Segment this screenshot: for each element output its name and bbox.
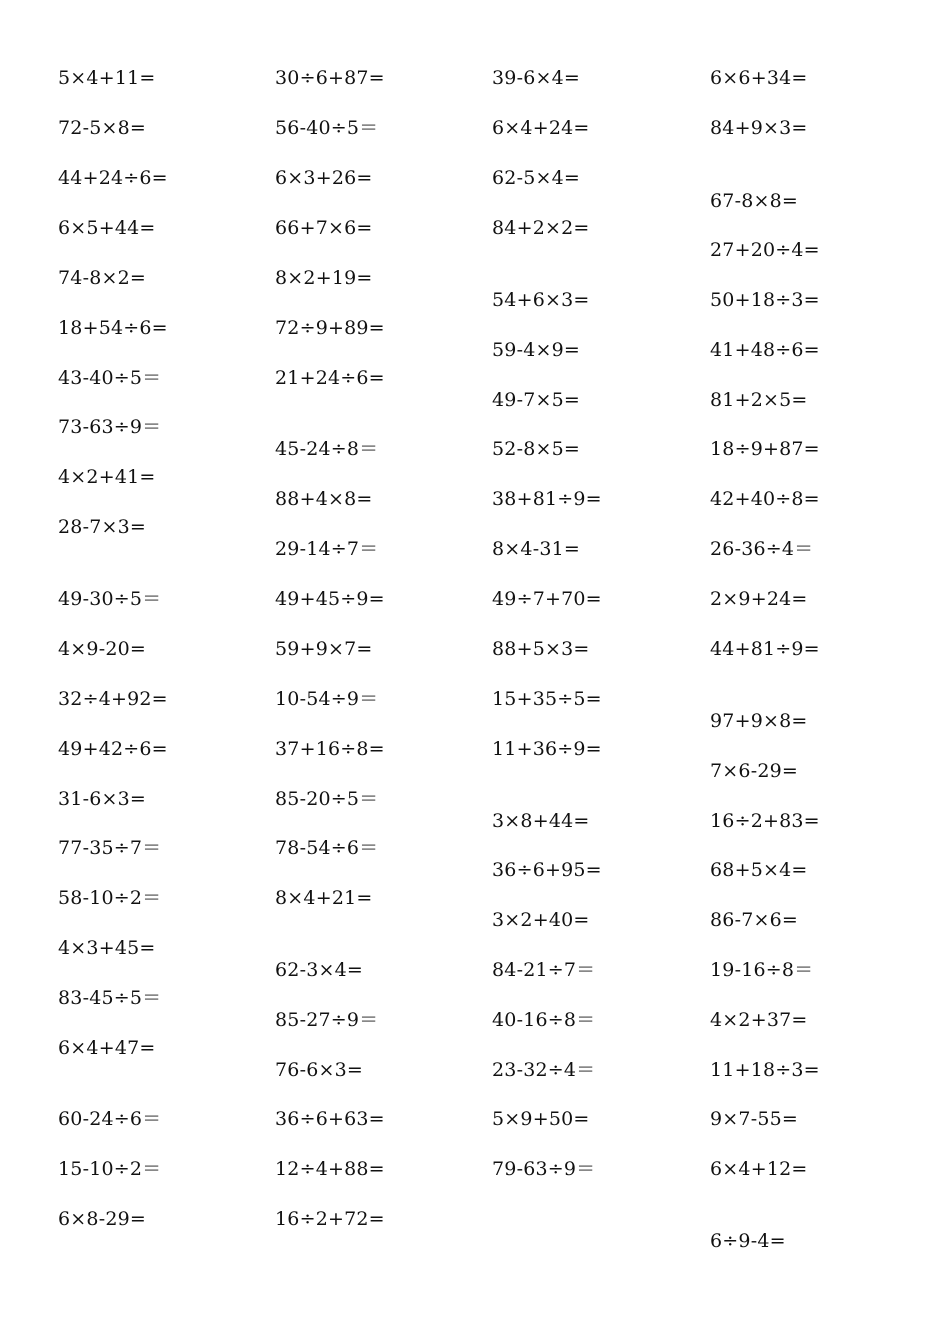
math-problem: 31-6×3= bbox=[58, 788, 147, 810]
math-problem: 39-6×4= bbox=[492, 67, 581, 89]
math-problem: 42+40÷8= bbox=[710, 488, 820, 510]
math-problem: 38+81÷9= bbox=[492, 488, 602, 510]
math-problem: 52-8×5= bbox=[492, 438, 581, 460]
math-problem: 11+18÷3= bbox=[710, 1059, 820, 1081]
math-problem: 6÷9-4= bbox=[710, 1230, 786, 1252]
math-problem: 6×4+47= bbox=[58, 1037, 156, 1059]
math-problem: 72÷9+89= bbox=[275, 317, 385, 339]
math-problem: 15+35÷5= bbox=[492, 688, 602, 710]
math-problem: 27+20÷4= bbox=[710, 239, 820, 261]
math-problem: 76-6×3= bbox=[275, 1059, 364, 1081]
math-problem: 62-3×4= bbox=[275, 959, 364, 981]
math-problem: 29-14÷7＝ bbox=[275, 538, 379, 560]
problem-column-1 bbox=[58, 0, 268, 1344]
math-problem: 21+24÷6= bbox=[275, 367, 385, 389]
math-problem: 30÷6+87= bbox=[275, 67, 385, 89]
math-problem: 74-8×2= bbox=[58, 267, 147, 289]
math-problem: 28-7×3= bbox=[58, 516, 147, 538]
math-problem: 43-40÷5＝ bbox=[58, 367, 162, 389]
math-problem: 16÷2+72= bbox=[275, 1208, 385, 1230]
math-problem: 19-16÷8＝ bbox=[710, 959, 814, 981]
math-problem: 36÷6+95= bbox=[492, 859, 602, 881]
math-problem: 6×4+12= bbox=[710, 1158, 808, 1180]
math-problem: 41+48÷6= bbox=[710, 339, 820, 361]
math-problem: 66+7×6= bbox=[275, 217, 373, 239]
math-problem: 49-30÷5＝ bbox=[58, 588, 162, 610]
math-problem: 88+4×8= bbox=[275, 488, 373, 510]
math-problem: 4×3+45= bbox=[58, 937, 156, 959]
math-problem: 72-5×8= bbox=[58, 117, 147, 139]
math-problem: 26-36÷4＝ bbox=[710, 538, 814, 560]
math-problem: 16÷2+83= bbox=[710, 810, 820, 832]
math-problem: 44+24÷6= bbox=[58, 167, 168, 189]
math-problem: 18+54÷6= bbox=[58, 317, 168, 339]
math-problem: 6×3+26= bbox=[275, 167, 373, 189]
math-problem: 36÷6+63= bbox=[275, 1108, 385, 1130]
math-problem: 4×9-20= bbox=[58, 638, 147, 660]
math-problem: 49-7×5= bbox=[492, 389, 581, 411]
math-problem: 85-27÷9＝ bbox=[275, 1009, 379, 1031]
math-problem: 6×5+44= bbox=[58, 217, 156, 239]
math-problem: 18÷9+87= bbox=[710, 438, 820, 460]
problem-column-3 bbox=[492, 0, 702, 1344]
math-problem: 49+45÷9= bbox=[275, 588, 385, 610]
math-problem: 73-63÷9＝ bbox=[58, 416, 162, 438]
math-problem: 11+36÷9= bbox=[492, 738, 602, 760]
math-problem: 84-21÷7＝ bbox=[492, 959, 596, 981]
math-problem: 6×8-29= bbox=[58, 1208, 147, 1230]
math-problem: 56-40÷5＝ bbox=[275, 117, 379, 139]
math-problem: 4×2+37= bbox=[710, 1009, 808, 1031]
problem-column-2 bbox=[275, 0, 485, 1344]
math-problem: 62-5×4= bbox=[492, 167, 581, 189]
math-problem: 59+9×7= bbox=[275, 638, 373, 660]
math-problem: 84+9×3= bbox=[710, 117, 808, 139]
math-problem: 49+42÷6= bbox=[58, 738, 168, 760]
math-problem: 8×2+19= bbox=[275, 267, 373, 289]
math-problem: 44+81÷9= bbox=[710, 638, 820, 660]
math-problem: 12÷4+88= bbox=[275, 1158, 385, 1180]
math-problem: 23-32÷4＝ bbox=[492, 1059, 596, 1081]
math-problem: 40-16÷8＝ bbox=[492, 1009, 596, 1031]
math-problem: 45-24÷8＝ bbox=[275, 438, 379, 460]
math-problem: 84+2×2= bbox=[492, 217, 590, 239]
math-problem: 88+5×3= bbox=[492, 638, 590, 660]
math-problem: 68+5×4= bbox=[710, 859, 808, 881]
math-problem: 15-10÷2＝ bbox=[58, 1158, 162, 1180]
math-problem: 78-54÷6＝ bbox=[275, 837, 379, 859]
math-problem: 49÷7+70= bbox=[492, 588, 602, 610]
math-problem: 60-24÷6＝ bbox=[58, 1108, 162, 1130]
math-problem: 9×7-55= bbox=[710, 1108, 799, 1130]
math-problem: 79-63÷9＝ bbox=[492, 1158, 596, 1180]
math-problem: 97+9×8= bbox=[710, 710, 808, 732]
math-problem: 86-7×6= bbox=[710, 909, 799, 931]
math-problem: 8×4+21= bbox=[275, 887, 373, 909]
problem-column-4 bbox=[710, 0, 920, 1344]
math-problem: 4×2+41= bbox=[58, 466, 156, 488]
math-problem: 54+6×3= bbox=[492, 289, 590, 311]
math-problem: 10-54÷9＝ bbox=[275, 688, 379, 710]
math-problem: 7×6-29= bbox=[710, 760, 799, 782]
math-problem: 5×9+50= bbox=[492, 1108, 590, 1130]
math-problem: 32÷4+92= bbox=[58, 688, 168, 710]
math-problem: 6×4+24= bbox=[492, 117, 590, 139]
math-problem: 3×8+44= bbox=[492, 810, 590, 832]
math-problem: 2×9+24= bbox=[710, 588, 808, 610]
math-problem: 83-45÷5＝ bbox=[58, 987, 162, 1009]
math-problem: 37+16÷8= bbox=[275, 738, 385, 760]
math-problem: 58-10÷2＝ bbox=[58, 887, 162, 909]
math-problem: 3×2+40= bbox=[492, 909, 590, 931]
math-problem: 81+2×5= bbox=[710, 389, 808, 411]
math-problem: 67-8×8= bbox=[710, 190, 799, 212]
math-problem: 59-4×9= bbox=[492, 339, 581, 361]
math-problem: 85-20÷5＝ bbox=[275, 788, 379, 810]
math-problem: 77-35÷7＝ bbox=[58, 837, 162, 859]
math-problem: 6×6+34= bbox=[710, 67, 808, 89]
math-problem: 5×4+11= bbox=[58, 67, 156, 89]
math-problem: 50+18÷3= bbox=[710, 289, 820, 311]
math-problem: 8×4-31= bbox=[492, 538, 581, 560]
